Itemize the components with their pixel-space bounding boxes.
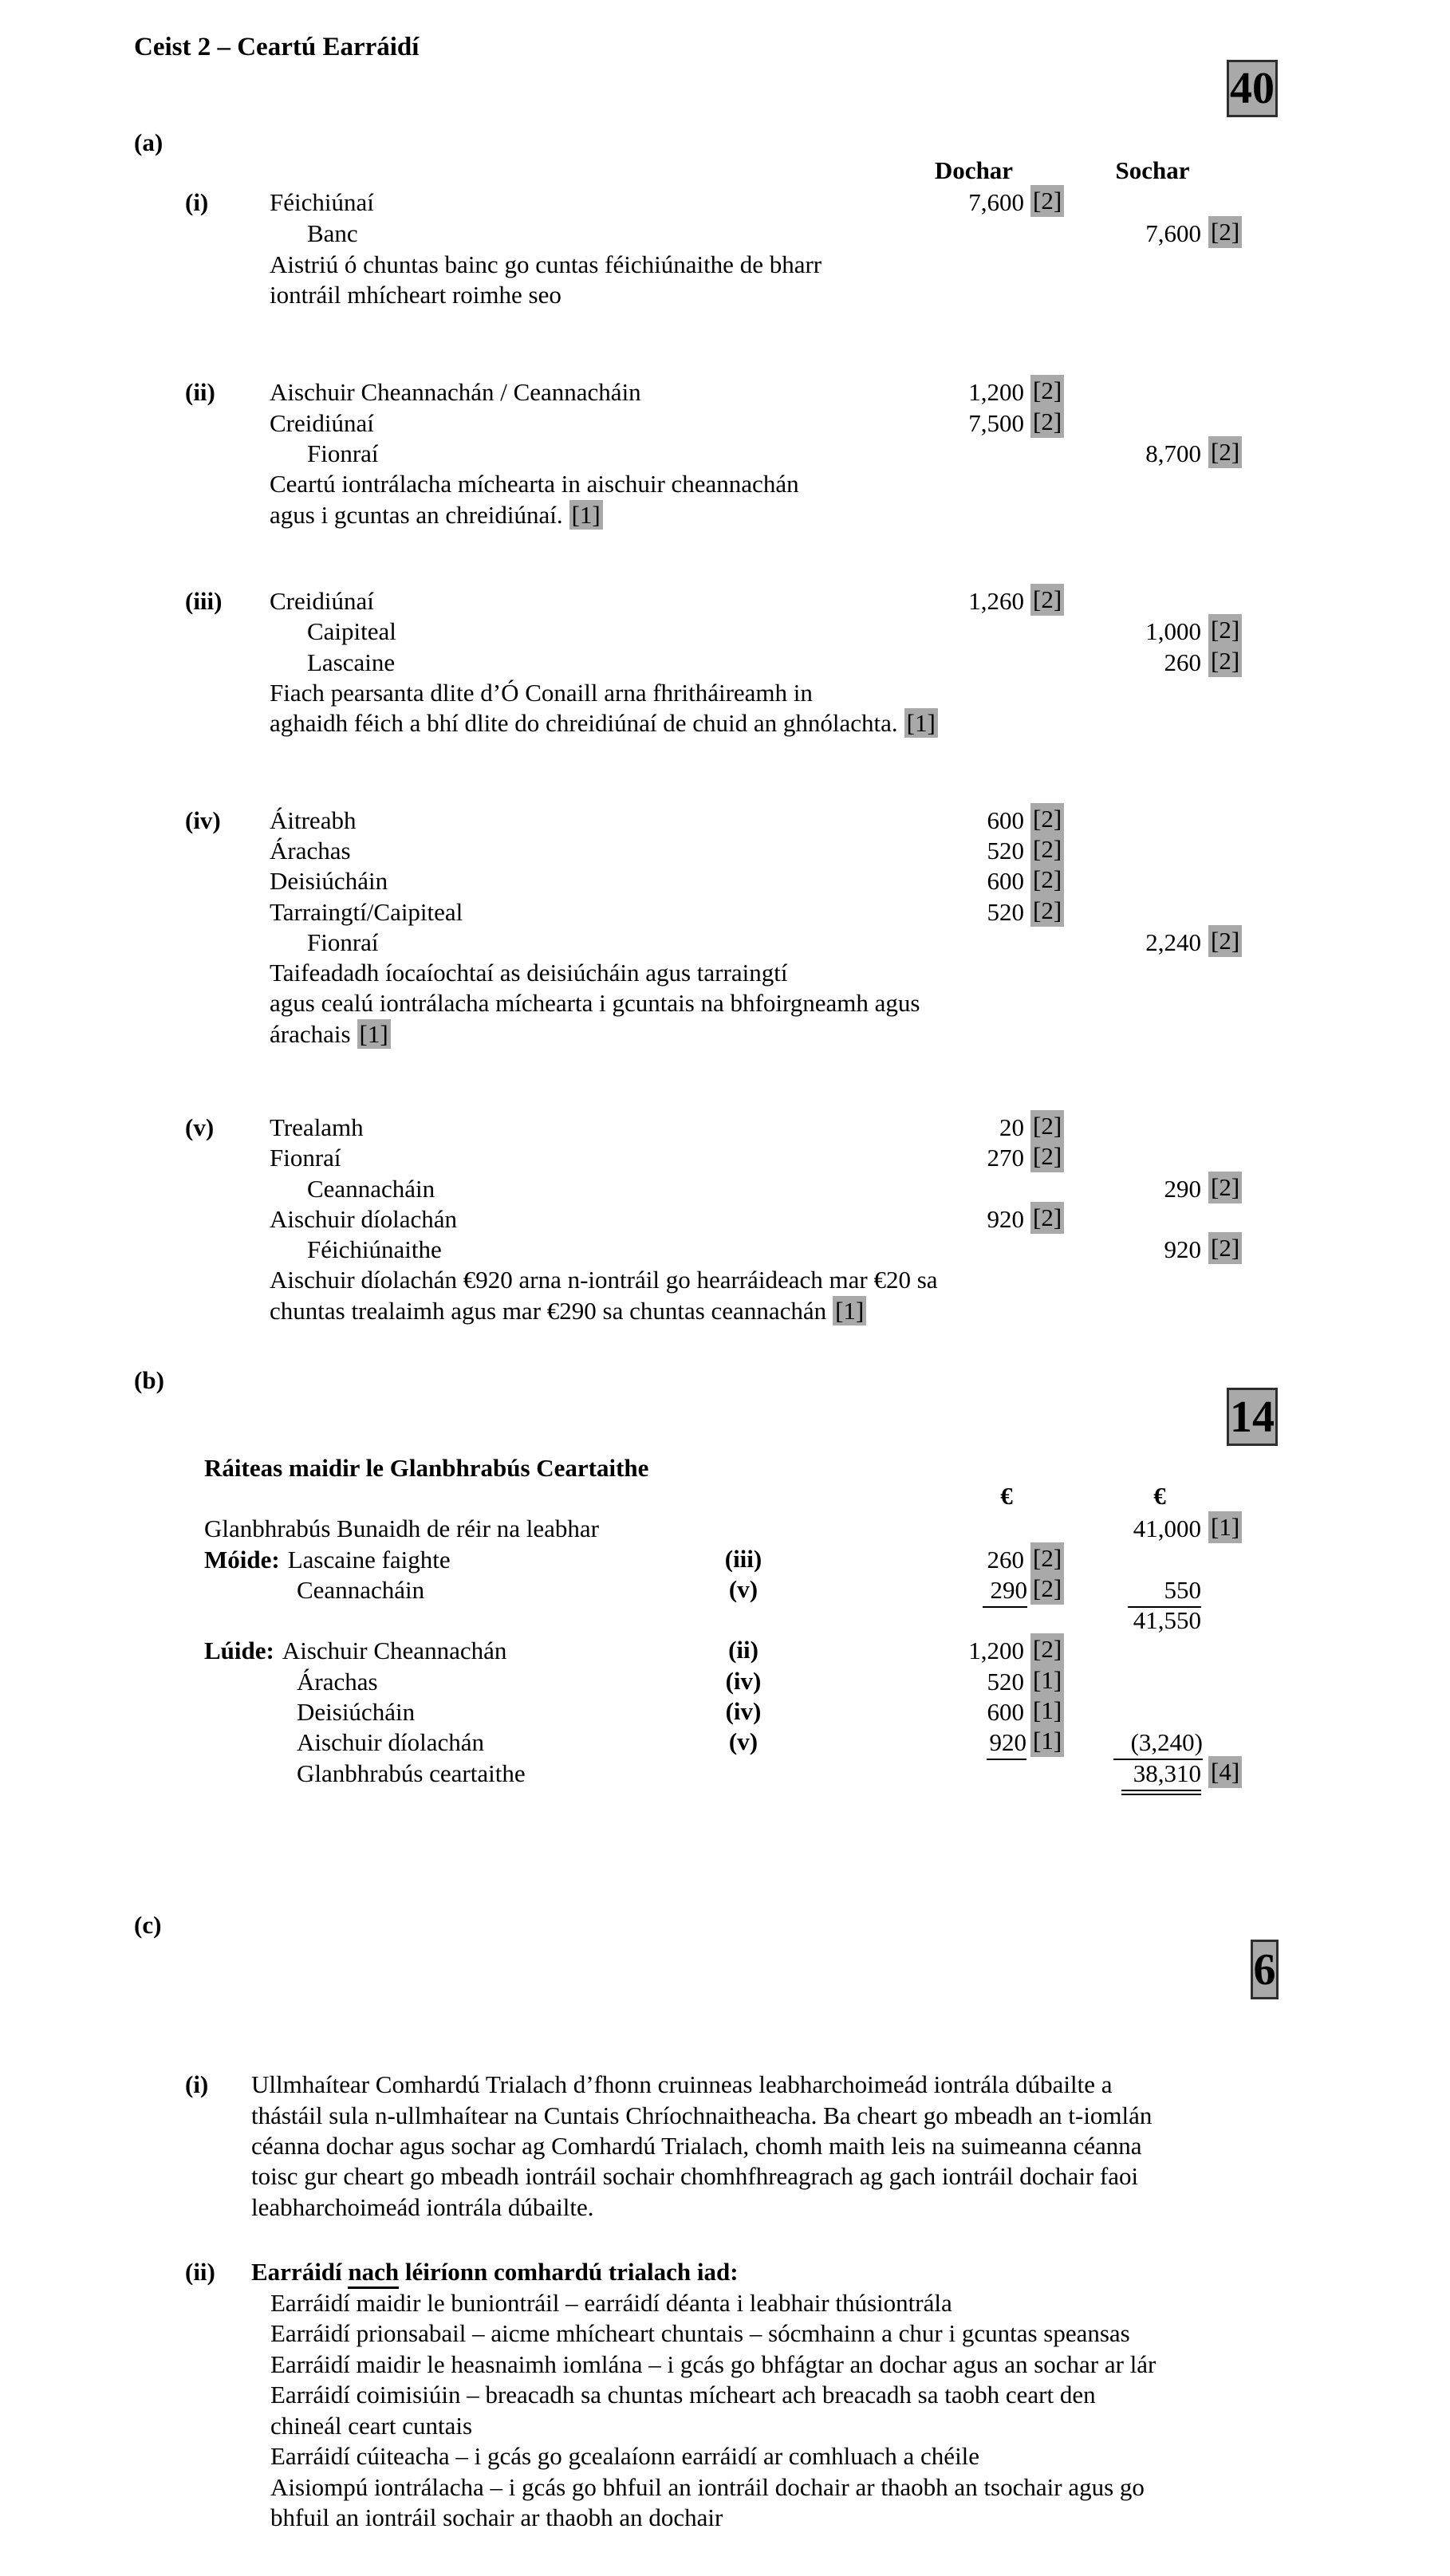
section-a-label: (a) [134,128,164,156]
mark-badge: [2] [1030,375,1064,407]
account-name: Ceannacháin [307,1175,435,1203]
entry-note-line [270,1296,866,1325]
paragraph-line: Ullmhaítear Comhardú Trialach d’fhonn cruinneas leabharchoimeád iontrála dúbailte a [251,2070,1113,2098]
debit-amount: 600 [987,806,1024,834]
account-name: Trealamh [270,1113,364,1141]
account-name: Caipiteal [307,617,396,645]
mark-badge: [2] [1030,1110,1064,1142]
error-type-line: chineál ceart cuntais [270,2412,473,2440]
label-text: Aischuir Cheannachán [282,1637,507,1664]
error-type-line: Earráidí maidir le buniontráil – earráidí déanta i leabhair thúsiontrála [270,2289,952,2317]
item-number: (i) [185,2070,209,2098]
credit-amount: 260 [1164,648,1201,676]
statement-heading: Ráiteas maidir le Glanbhrabús Ceartaithe [204,1454,649,1482]
statement-label: Aischuir díolachán [297,1728,485,1756]
mark-badge: [2] [1030,406,1064,438]
heading-text: léiríonn comhardú trialach iad: [399,2258,739,2286]
mark-badge: [2] [1030,1140,1064,1172]
statement-amount: 520 [987,1668,1024,1696]
account-name: Áitreabh [270,806,357,834]
statement-amount: 1,200 [968,1637,1024,1664]
debit-amount: 20 [999,1113,1024,1141]
account-name: Banc [307,219,358,247]
entry-reference: (iv) [725,1697,762,1725]
credit-amount: 2,240 [1145,928,1201,956]
mark-badge: [1] [1030,1695,1064,1727]
credit-amount: 290 [1164,1175,1201,1203]
statement-amount: 260 [987,1546,1024,1574]
entry-note-line: Aistriú ó chuntas bainc go cuntas féichiúnaithe de bharr [270,250,822,278]
score-box-a: 40 [1227,60,1278,117]
statement-label: Glanbhrabús ceartaithe [297,1759,526,1787]
heading-text: Earráidí [251,2258,349,2286]
mark-badge: [2] [1030,185,1064,217]
mark-badge: [2] [1208,216,1242,248]
entry-number: (i) [185,188,209,216]
entry-note-line: Ceartú iontrálacha míchearta in aischuir cheannachán [270,470,799,498]
item-number: (ii) [185,2258,215,2286]
entry-note-line: Aischuir díolachán €920 arna n-iontráil go hearráideach mar €20 sa [270,1266,938,1294]
account-name: Creidiúnaí [270,587,374,615]
mark-badge: [1] [1208,1511,1242,1543]
error-type-line: Earráidí cúiteacha – i gcás go gcealaíonn earráidí ar comhluach a chéile [270,2442,980,2470]
statement-amount-underlined: 920 [987,1727,1026,1760]
statement-amount-underlined: (3,240) [1113,1727,1203,1760]
account-name: Aischuir díolachán [270,1205,458,1233]
statement-amount: 600 [987,1698,1024,1726]
credit-amount: 7,600 [1145,219,1201,247]
error-type-line: Earráidí maidir le heasnaimh iomlána – i gcás go bhfágtar an dochar agus an sochar ar lár [270,2350,1156,2378]
statement-label [204,1636,506,1665]
heading-underlined-word: nach [348,2258,399,2289]
mark-badge: [2] [1208,1172,1242,1203]
label-prefix: Lúide: [204,1637,274,1664]
mark-badge: [2] [1208,645,1242,677]
mark-badge: [2] [1030,1542,1064,1574]
mark-badge: [2] [1030,833,1064,865]
account-name: Fionraí [270,1144,341,1172]
account-name: Aischuir Cheannachán / Ceannacháin [270,378,641,406]
statement-label: Árachas [297,1668,378,1696]
statement-label: Glanbhrabús Bunaidh de réir na leabhar [204,1514,599,1542]
entry-reference: (iii) [724,1545,762,1573]
credit-amount: 920 [1164,1235,1201,1263]
note-text: agus i gcuntas an chreidiúnaí. [270,501,563,529]
entry-note-line [270,500,603,530]
mark-badge: [2] [1208,1232,1242,1264]
debit-amount: 520 [987,898,1024,926]
mark-badge: [1] [1030,1725,1064,1757]
currency-header-2: € [1153,1482,1166,1510]
currency-header-1: € [1000,1482,1013,1510]
statement-amount: 41,000 [1133,1514,1201,1542]
page-title: Ceist 2 – Ceartú Earráidí [134,33,420,61]
mark-badge: [1] [833,1296,866,1325]
entry-note-line: Taifeadadh íocaíochtaí as deisiúcháin agus tarraingtí [270,959,788,987]
debit-amount: 7,500 [968,409,1024,437]
score-box-b: 14 [1227,1388,1278,1446]
entry-number: (ii) [185,378,215,406]
credit-amount: 8,700 [1145,439,1201,467]
paragraph-line: leabharchoimeád iontrála dúbailte. [251,2193,594,2221]
entry-note-line [270,1019,391,1049]
section-c-label: (c) [134,1911,162,1939]
mark-badge: [2] [1030,584,1064,616]
note-text: chuntas trealaimh agus mar €290 sa chuntas ceannachán [270,1297,827,1325]
label-text: Lascaine faighte [287,1546,451,1574]
account-name: Tarraingtí/Caipiteal [270,898,463,926]
statement-label: Deisiúcháin [297,1698,416,1726]
mark-badge: [2] [1030,1202,1064,1234]
score-box-c: 6 [1251,1940,1279,1999]
debit-amount: 7,600 [968,188,1024,216]
debit-amount: 520 [987,837,1024,865]
statement-amount-underlined: 550 [1128,1575,1201,1608]
entry-reference: (ii) [728,1636,758,1664]
entry-note-line: Fiach pearsanta dlite d’Ó Conaill arna fhritháireamh in [270,679,813,707]
account-name: Creidiúnaí [270,409,374,437]
entry-reference: (v) [728,1727,758,1755]
mark-badge: [4] [1208,1756,1242,1788]
entry-note-line: agus cealú iontrálacha míchearta i gcuntais na bhfoirgneamh agus [270,989,920,1017]
statement-subtotal: 41,550 [1133,1606,1201,1634]
account-name: Féichiúnaithe [307,1235,442,1263]
entry-note-line: iontráil mhícheart roimhe seo [270,281,561,309]
mark-badge: [1] [1030,1664,1064,1696]
section-b-label: (b) [134,1366,164,1394]
statement-label [204,1545,451,1574]
debit-amount: 1,200 [968,378,1024,406]
debit-amount: 920 [987,1205,1024,1233]
mark-badge: [1] [357,1019,391,1049]
error-type-line: Earráidí coimisiúin – breacadh sa chuntas mícheart ach breacadh sa taobh ceart den [270,2381,1096,2409]
account-name: Lascaine [307,648,396,676]
error-type-line: Earráidí prionsabail – aicme mhícheart chuntais – sócmhainn a chur i gcuntas speansas [270,2319,1130,2347]
credit-amount: 1,000 [1145,617,1201,645]
column-header-sochar: Sochar [1115,156,1190,184]
entry-reference: (iv) [725,1667,762,1695]
mark-badge: [2] [1208,436,1242,468]
account-name: Deisiúcháin [270,867,388,895]
account-name: Árachas [270,837,351,865]
paragraph-line: toisc gur cheart go mbeadh iontráil sochair chomhfhreagrach ag gach iontráil dochair faoi [251,2162,1139,2190]
mark-badge: [2] [1208,614,1242,646]
errors-heading [251,2257,739,2286]
note-text: aghaidh féich a bhí dlite do chreidiúnaí de chuid an ghnólachta. [270,709,898,737]
account-name: Féichiúnaí [270,188,374,216]
statement-amount-underlined: 290 [983,1575,1027,1608]
mark-badge: [2] [1030,1573,1064,1605]
mark-badge: [2] [1030,895,1064,927]
paragraph-line: céanna dochar agus sochar ag Comhardú Trialach, chomh maith leis na suimeanna céanna [251,2132,1142,2160]
debit-amount: 600 [987,867,1024,895]
statement-total: 38,310 [1121,1759,1201,1795]
note-text: árachais [270,1020,351,1048]
entry-note-line [270,708,938,738]
entry-reference: (v) [728,1575,758,1603]
mark-badge: [2] [1030,864,1064,896]
paragraph-line: thástáil sula n-ullmhaítear na Cuntais Chríochnaitheacha. Ba cheart go mbeadh an t-iomlán [251,2101,1153,2129]
error-type-line: Aisiompú iontrálacha – i gcás go bhfuil an iontráil dochair ar thaobh an tsochair agus go [270,2473,1145,2501]
column-header-dochar: Dochar [934,156,1014,184]
mark-badge: [2] [1030,1633,1064,1665]
entry-number: (v) [185,1113,215,1141]
label-prefix: Móide: [204,1546,280,1574]
debit-amount: 270 [987,1144,1024,1172]
mark-badge: [2] [1030,803,1064,835]
entry-number: (iv) [185,806,221,834]
mark-badge: [1] [569,500,603,530]
statement-label: Ceannacháin [297,1576,425,1604]
mark-badge: [2] [1208,925,1242,957]
debit-amount: 1,260 [968,587,1024,615]
account-name: Fionraí [307,928,379,956]
entry-number: (iii) [185,587,223,615]
account-name: Fionraí [307,439,379,467]
mark-badge: [1] [904,708,938,738]
error-type-line: bhfuil an iontráil sochair ar thaobh an dochair [270,2503,723,2531]
